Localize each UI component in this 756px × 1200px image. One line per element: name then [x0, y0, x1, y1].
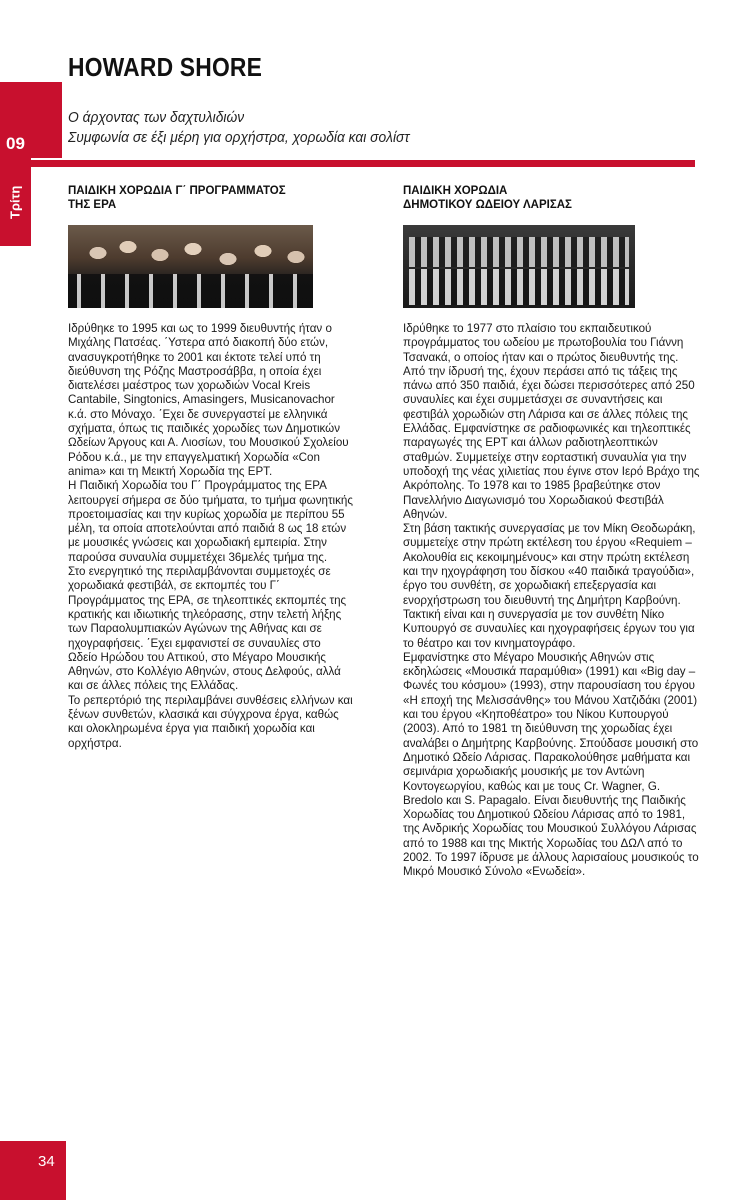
paragraph: Από την ίδρυσή της, έχουν περάσει από τις τάξεις της πάνω από 350 παιδιά, έχει δώσει περισσότερες από 250 συναυλίες και έχει συμμετάσχει σε συναντήσεις και φεστιβάλ χορωδιών στη Λάρισα και σε άλλες πόλεις της Ελλάδας. Εμφανίστηκε σε ραδιοφωνικές και τηλεοπτικές παραγωγές της ΕΡΤ και άλλων ραδιοτηλεοπτικών σταθμών. Συμμετείχε στην εορταστική συναυλία για την υποδοχή της νέας χιλιετίας που έγινε στον Ιερό Βράχο της Ακρόπολης. Το 1978 και το 1985 βραβεύτηκε στον Πανελλήνιο Διαγωνισμό του Χορωδιακού Φεστιβάλ Αθηνών. — [403, 364, 700, 521]
choir-photo-larisa — [403, 225, 635, 308]
composer-title: HOWARD SHORE — [68, 52, 263, 82]
left-column — [68, 184, 353, 751]
work-description: Συμφωνία σε έξι μέρη για ορχήστρα, χορωδία και σολίστ — [68, 129, 410, 146]
right-column — [403, 184, 703, 880]
paragraph: Στο ενεργητικό της περιλαμβάνονται συμμετοχές σε χορωδιακά φεστιβάλ, σε εκπομπές του Γ΄ Προγράμματος της ΕΡΑ, σε τηλεοπτικές εκπομπές της κρατικής και ιδιωτικής τηλεόρασης, στην τελετή λήξης των Παραολυμπιακών Αγώνων της Αθήνας και σε ηχογραφήσεις. ΄Εχει εμφανιστεί σε συναυλίες στο Ωδείο Ηρώδου του Αττικού, στο Μέγαρο Μουσικής Αθηνών, στο Κολλέγιο Αθηνών, στους Δελφούς, αλλά και σε άλλες πόλεις της Ελλάδας. — [68, 565, 347, 693]
paragraph: Το ρεπερτόριό της περιλαμβάνει συνθέσεις ελλήνων και ξένων συνθετών, κλασικά και σύγχρονα έργα, καθώς και ολοκληρωμένα έργα για παιδική χορωδία και ορχήστρα. — [68, 693, 353, 750]
paragraph: Ιδρύθηκε το 1977 στο πλαίσιο του εκπαιδευτικού προγράμματος του ωδείου με πρωτοβουλία του Γιάννη Τσανακά, ο οποίος ήταν και ο πρώτος διευθυντής της. — [403, 322, 684, 364]
left-heading-line1: ΠΑΙΔΙΚΗ ΧΟΡΩΔΙΑ Γ΄ ΠΡΟΓΡΑΜΜΑΤΟΣ — [68, 185, 286, 197]
paragraph: Εμφανίστηκε στο Μέγαρο Μουσικής Αθηνών στις εκδηλώσεις «Μουσικά παραμύθια» (1991) και «Big day – Φωνές του κόσμου» (1993), στην παρουσίαση του έργου «Η εποχή της Μελισσάνθης» του Μάνου Χατζιδάκι (2001) και του έργου «Κηποθέατρο» του Νίκου Κυπουργού (2003). Από το 1981 τη διεύθυνση της χορωδίας έχει αναλάβει ο Δημήτρης Καρβούνης. Σπούδασε μουσική στο Δημοτικό Ωδείο Λάρισας. Παρακολούθησε μαθήματα και σεμινάρια χορωδιακής μουσικής με τον Αντώνη Κοντογεωργίου, καθώς και με τους Cr. Wagner, G. Bredolo και S. Papagalo. Είναι διευθυντής της Παιδικής Χορωδίας του Δημοτικού Ωδείου Λάρισας από το 1981, της Ανδρικής Χορωδίας του Μουσικού Συλλόγου Λάρισας από το 1988 και της Μικτής Χορωδίας του ΔΩΛ από το 2002. Το 1997 ίδρυσε με άλλους λαρισαίους μουσικούς το Μικρό Μουσικό Σύνολο «Ενωδεία». — [403, 650, 699, 879]
left-heading-line2: ΤΗΣ ΕΡΑ — [68, 199, 117, 211]
left-column-body — [68, 322, 353, 751]
paragraph: Στη βάση τακτικής συνεργασίας με τον Μίκη Θεοδωράκη, συμμετείχε στην πρώτη εκτέλεση του έργου «Requiem – Ακολουθία εις κεκοιμημένους» και στην πρώτη εκτέλεση και την ηχογράφηση του δίσκου «40 παιδικά τραγούδια», έργο του συνθέτη, σε χορωδιακή επεξεργασία και ενορχήστρωση του διευθυντή της Δημήτρη Καρβούνη. Τακτική είναι και η συνεργασία με τον συνθέτη Νίκο Κυπουργό σε συναυλίες και ηχογραφήσεις έργων του για το θέατρο και τον κινηματογράφο. — [403, 522, 696, 650]
red-divider — [31, 160, 695, 167]
right-column-body — [403, 322, 703, 880]
choir-photo-era — [68, 225, 313, 308]
left-column-heading — [68, 184, 353, 218]
right-column-heading — [403, 184, 703, 218]
page-number: 34 — [38, 1153, 55, 1170]
day-tab-label: Τρίτη — [7, 185, 23, 219]
paragraph: Η Παιδική Χορωδία του Γ΄ Προγράμματος της ΕΡΑ λειτουργεί σήμερα σε δύο τμήματα, το τμήμα φωνητικής προετοιμασίας και την κυρίως χορωδία με περίπου 55 μέλη, τα οποία αποτελούνται από παιδιά 8 ως 18 ετών με μουσικές γνώσεις και χορωδιακή εμπειρία. Στην παρούσα συναυλία συμμετέχει 36μελές τμήμα της. — [68, 479, 353, 564]
work-title: Ο άρχοντας των δαχτυλιδιών — [68, 109, 245, 126]
page-number-block — [0, 1141, 66, 1200]
event-number: 09 — [6, 134, 25, 153]
paragraph: Ιδρύθηκε το 1995 και ως το 1999 διευθυντής ήταν ο Μιχάλης Πατσέας. ΄Υστερα από διακοπή δύο ετών, ανασυγκροτήθηκε το 2001 και έκτοτε τελεί υπό τη διεύθυνση της Ρόζης Μαστροσάββα, η οποία έχει διατελέσει μαέστρος των χορωδιών Vocal Kreis Cantabile, Singtonics, Amasingers, Musicanovachor κ.ά. στο Μόναχο. ΄Εχει δε συνεργαστεί με ελληνικά σχήματα, όπως τις παιδικές χορωδίες των Δημοτικών Ωδείων Άργους και Α. Λιοσίων, του Μουσικού Σχολείου Ρόδου κ.ά., με την επαγγελματική Χορωδία «Con anima» και τη Μεικτή Χορωδία της ΕΡΤ. — [68, 322, 349, 478]
work-subtitle-block — [68, 108, 657, 148]
right-heading-line2: ΔΗΜΟΤΙΚΟΥ ΩΔΕΙΟΥ ΛΑΡΙΣΑΣ — [403, 199, 572, 211]
right-heading-line1: ΠΑΙΔΙΚΗ ΧΟΡΩΔΙΑ — [403, 185, 508, 197]
